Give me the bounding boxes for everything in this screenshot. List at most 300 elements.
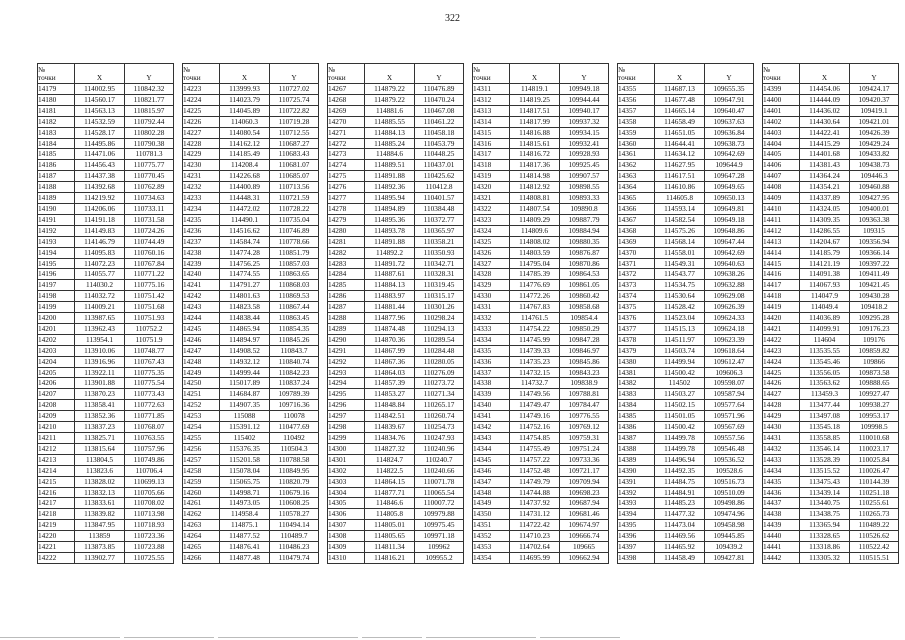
table-row [183, 433, 319, 444]
point-number-cell: 14257 [183, 454, 220, 465]
point-number-cell: 14247 [183, 345, 220, 356]
x-coordinate-cell: 113916.96 [75, 356, 125, 367]
table-row [183, 476, 319, 487]
point-number-cell: 14201 [38, 323, 75, 334]
x-coordinate-cell: 114684.87 [220, 389, 270, 400]
table-row [183, 443, 319, 454]
table-row [328, 291, 464, 302]
table-row [328, 149, 464, 160]
header-point-label: точки [183, 73, 201, 82]
point-number-cell: 14321 [473, 193, 510, 204]
x-coordinate-cell: 114791.27 [220, 280, 270, 291]
header-point-label: точки [618, 73, 636, 82]
y-coordinate-cell: 109687.94 [560, 498, 609, 509]
point-number-cell: 14370 [618, 247, 655, 258]
point-number-cell: 14366 [618, 203, 655, 214]
y-coordinate-cell: 110746.89 [270, 225, 319, 236]
y-coordinate-cell: 109640.63 [705, 258, 754, 269]
y-coordinate-cell: 109430.28 [850, 291, 899, 302]
point-number-cell: 14253 [183, 411, 220, 422]
header-x: X [510, 64, 560, 84]
point-number-cell: 14196 [38, 269, 75, 280]
header-number-sign: № [618, 65, 625, 74]
table-row [38, 389, 174, 400]
y-coordinate-cell: 109571.96 [705, 411, 754, 422]
y-coordinate-cell: 109557.56 [705, 433, 754, 444]
y-coordinate-cell: 110494.14 [270, 520, 319, 531]
y-coordinate-cell: 110358.21 [415, 236, 464, 247]
x-coordinate-cell: 114644.41 [655, 138, 705, 149]
table-row [763, 443, 899, 454]
point-number-cell: 14224 [183, 94, 220, 105]
point-number-cell: 14295 [328, 389, 365, 400]
point-number-cell: 14407 [763, 171, 800, 182]
x-coordinate-cell: 114499.78 [655, 443, 705, 454]
y-coordinate-cell: 110479.74 [270, 552, 319, 563]
table-row [38, 433, 174, 444]
x-coordinate-cell: 114549.31 [655, 258, 705, 269]
x-coordinate-cell: 114803.59 [510, 247, 560, 258]
x-coordinate-cell: 115201.58 [220, 454, 270, 465]
table-row [473, 94, 609, 105]
y-coordinate-cell: 110247.93 [415, 433, 464, 444]
table-row [618, 542, 754, 553]
x-coordinate-cell: 113556.05 [800, 367, 850, 378]
point-number-cell: 14239 [183, 258, 220, 269]
header-number-sign: № [763, 65, 770, 74]
point-number-cell: 14359 [618, 127, 655, 138]
x-coordinate-cell: 113535.55 [800, 345, 850, 356]
y-coordinate-cell: 110713.56 [270, 182, 319, 193]
table-row [328, 323, 464, 334]
table-row [618, 465, 754, 476]
table-row [763, 552, 899, 563]
table-row [473, 367, 609, 378]
x-coordinate-cell: 114848.84 [365, 400, 415, 411]
x-coordinate-cell: 114807.54 [510, 203, 560, 214]
point-number-cell: 14290 [328, 334, 365, 345]
y-coordinate-cell: 110706.4 [125, 465, 174, 476]
x-coordinate-cell: 115391.12 [220, 422, 270, 433]
table-row [38, 378, 174, 389]
x-coordinate-cell: 113954.1 [75, 334, 125, 345]
table-row [763, 465, 899, 476]
x-coordinate-cell: 114500.42 [655, 367, 705, 378]
point-number-cell: 14183 [38, 127, 75, 138]
table-row [473, 400, 609, 411]
table-row [328, 225, 464, 236]
point-number-cell: 14382 [618, 378, 655, 389]
point-number-cell: 14198 [38, 291, 75, 302]
y-coordinate-cell: 110792.44 [125, 116, 174, 127]
table-row [183, 520, 319, 531]
table-row [38, 84, 174, 95]
x-coordinate-cell: 114809.6 [510, 225, 560, 236]
point-number-cell: 14204 [38, 356, 75, 367]
point-number-cell: 14329 [473, 280, 510, 291]
y-coordinate-cell: 109528.6 [705, 465, 754, 476]
point-number-cell: 14314 [473, 116, 510, 127]
table-row [328, 487, 464, 498]
table-row [183, 531, 319, 542]
table-row [38, 160, 174, 171]
table-row [763, 236, 899, 247]
y-coordinate-cell: 110705.66 [125, 487, 174, 498]
table-row [183, 378, 319, 389]
table-row [618, 225, 754, 236]
point-number-cell: 14327 [473, 258, 510, 269]
table-row [473, 443, 609, 454]
point-number-cell: 14218 [38, 509, 75, 520]
table-row [618, 334, 754, 345]
x-coordinate-cell: 113438.75 [800, 509, 850, 520]
x-coordinate-cell: 114815.61 [510, 138, 560, 149]
y-coordinate-cell: 109642.69 [705, 247, 754, 258]
x-coordinate-cell: 114002.95 [75, 84, 125, 95]
y-coordinate-cell: 109928.93 [560, 149, 609, 160]
y-coordinate-cell: 110708.02 [125, 498, 174, 509]
x-coordinate-cell: 114204.67 [800, 236, 850, 247]
x-coordinate-cell: 114515.13 [655, 323, 705, 334]
point-number-cell: 14402 [763, 116, 800, 127]
x-coordinate-cell: 113859 [75, 531, 125, 542]
x-coordinate-cell: 114744.88 [510, 487, 560, 498]
x-coordinate-cell: 114823.58 [220, 302, 270, 313]
point-number-cell: 14208 [38, 400, 75, 411]
table-row [618, 400, 754, 411]
header-point-number [183, 64, 220, 84]
x-coordinate-cell: 114805.8 [365, 509, 415, 520]
table-row [38, 476, 174, 487]
table-row [618, 356, 754, 367]
point-number-cell: 14186 [38, 160, 75, 171]
table-row [763, 531, 899, 542]
table-row [763, 400, 899, 411]
point-number-cell: 14252 [183, 400, 220, 411]
x-coordinate-cell: 114754.22 [510, 323, 560, 334]
table-row [328, 509, 464, 520]
table-row [618, 84, 754, 95]
y-coordinate-cell: 110788.58 [270, 454, 319, 465]
point-number-cell: 14358 [618, 116, 655, 127]
y-coordinate-cell: 109629.08 [705, 291, 754, 302]
point-number-cell: 14307 [328, 520, 365, 531]
header-x: X [75, 64, 125, 84]
point-number-cell: 14404 [763, 138, 800, 149]
point-number-cell: 14297 [328, 411, 365, 422]
y-coordinate-cell: 109979.88 [415, 509, 464, 520]
y-coordinate-cell: 110842.32 [125, 84, 174, 95]
table-row [38, 400, 174, 411]
table-row [183, 214, 319, 225]
point-number-cell: 14427 [763, 389, 800, 400]
table-row [183, 454, 319, 465]
point-number-cell: 14425 [763, 367, 800, 378]
table-row [473, 302, 609, 313]
y-coordinate-cell: 109598.07 [705, 378, 754, 389]
x-coordinate-cell: 114883.97 [365, 291, 415, 302]
x-coordinate-cell: 114502.15 [655, 400, 705, 411]
y-coordinate-cell: 110401.57 [415, 193, 464, 204]
coordinates-table [327, 63, 464, 564]
x-coordinate-cell: 114895.36 [365, 214, 415, 225]
y-coordinate-cell: 109516.73 [705, 476, 754, 487]
x-coordinate-cell: 114080.54 [220, 127, 270, 138]
x-coordinate-cell: 114867.99 [365, 345, 415, 356]
x-coordinate-cell: 113563.62 [800, 378, 850, 389]
x-coordinate-cell: 114485.23 [655, 498, 705, 509]
x-coordinate-cell: 114634.12 [655, 149, 705, 160]
point-number-cell: 14302 [328, 465, 365, 476]
y-coordinate-cell: 109411.49 [850, 269, 899, 280]
x-coordinate-cell: 113545.46 [800, 356, 850, 367]
table-row [38, 422, 174, 433]
point-number-cell: 14279 [328, 214, 365, 225]
x-coordinate-cell: 114816.21 [365, 552, 415, 563]
y-coordinate-cell: 110273.72 [415, 378, 464, 389]
table-row [618, 214, 754, 225]
table-row [38, 203, 174, 214]
table-row [328, 443, 464, 454]
point-number-cell: 14334 [473, 334, 510, 345]
table-row [38, 487, 174, 498]
x-coordinate-cell: 114575.26 [655, 225, 705, 236]
x-coordinate-cell: 114072.23 [75, 258, 125, 269]
x-coordinate-cell: 114502 [655, 378, 705, 389]
x-coordinate-cell: 114864.03 [365, 367, 415, 378]
y-coordinate-cell: 109546.48 [705, 443, 754, 454]
point-number-cell: 14375 [618, 302, 655, 313]
table-row [763, 203, 899, 214]
x-coordinate-cell: 114030.2 [75, 280, 125, 291]
table-row [38, 356, 174, 367]
point-number-cell: 14349 [473, 498, 510, 509]
table-row [473, 182, 609, 193]
y-coordinate-cell: 109662.94 [560, 552, 609, 563]
table-row [618, 498, 754, 509]
point-number-cell: 14429 [763, 411, 800, 422]
point-number-cell: 14264 [183, 531, 220, 542]
point-number-cell: 14437 [763, 498, 800, 509]
y-coordinate-cell: 109934.15 [560, 127, 609, 138]
point-number-cell: 14288 [328, 313, 365, 324]
x-coordinate-cell: 114060.3 [220, 116, 270, 127]
y-coordinate-cell: 109784.47 [560, 400, 609, 411]
x-coordinate-cell: 114809.29 [510, 214, 560, 225]
y-coordinate-cell: 109949.18 [560, 84, 609, 95]
x-coordinate-cell: 113987.65 [75, 313, 125, 324]
point-number-cell: 14259 [183, 476, 220, 487]
point-number-cell: 14240 [183, 269, 220, 280]
point-number-cell: 14237 [183, 236, 220, 247]
table-row [473, 247, 609, 258]
table-row [763, 520, 899, 531]
table-row [763, 247, 899, 258]
table-row [618, 193, 754, 204]
point-number-cell: 14398 [618, 552, 655, 563]
point-number-cell: 14256 [183, 443, 220, 454]
point-number-cell: 14410 [763, 203, 800, 214]
point-number-cell: 14317 [473, 149, 510, 160]
x-coordinate-cell: 115065.75 [220, 476, 270, 487]
point-number-cell: 14388 [618, 443, 655, 454]
table-row [38, 171, 174, 182]
table-row [763, 94, 899, 105]
y-coordinate-cell: 109838.9 [560, 378, 609, 389]
point-number-cell: 14428 [763, 400, 800, 411]
y-coordinate-cell: 109418.2 [850, 302, 899, 313]
point-number-cell: 14289 [328, 323, 365, 334]
table-row [328, 433, 464, 444]
y-coordinate-cell: 109567.69 [705, 422, 754, 433]
point-number-cell: 14250 [183, 378, 220, 389]
table-row [618, 487, 754, 498]
y-coordinate-cell: 110448.25 [415, 149, 464, 160]
x-coordinate-cell: 114501.05 [655, 411, 705, 422]
table-row [328, 367, 464, 378]
table-row [183, 116, 319, 127]
x-coordinate-cell: 114560.17 [75, 94, 125, 105]
table-row [38, 313, 174, 324]
point-number-cell: 14214 [38, 465, 75, 476]
table-row [473, 422, 609, 433]
table-row [328, 127, 464, 138]
point-number-cell: 14217 [38, 498, 75, 509]
y-coordinate-cell: 110775.77 [125, 160, 174, 171]
x-coordinate-cell: 114812.92 [510, 182, 560, 193]
point-number-cell: 14381 [618, 367, 655, 378]
x-coordinate-cell: 114499.78 [655, 433, 705, 444]
y-coordinate-cell: 109890.8 [560, 203, 609, 214]
y-coordinate-cell: 109962 [415, 542, 464, 553]
table-row [38, 443, 174, 454]
point-number-cell: 14210 [38, 422, 75, 433]
y-coordinate-cell: 109419.1 [850, 105, 899, 116]
y-coordinate-cell: 110713.98 [125, 509, 174, 520]
y-coordinate-cell: 110863.45 [270, 313, 319, 324]
point-number-cell: 14330 [473, 291, 510, 302]
y-coordinate-cell: 110854.35 [270, 323, 319, 334]
y-coordinate-cell: 109681.46 [560, 509, 609, 520]
x-coordinate-cell: 114908.52 [220, 345, 270, 356]
point-number-cell: 14322 [473, 203, 510, 214]
point-number-cell: 14354 [473, 552, 510, 563]
x-coordinate-cell: 114381.43 [800, 160, 850, 171]
table-row [473, 127, 609, 138]
header-point-label: точки [38, 73, 56, 82]
point-number-cell: 14227 [183, 127, 220, 138]
x-coordinate-cell: 114819.25 [510, 94, 560, 105]
point-number-cell: 14267 [328, 84, 365, 95]
x-coordinate-cell: 114816.72 [510, 149, 560, 160]
x-coordinate-cell: 114877.48 [220, 552, 270, 563]
point-number-cell: 14212 [38, 443, 75, 454]
point-number-cell: 14241 [183, 280, 220, 291]
y-coordinate-cell: 109498.86 [705, 498, 754, 509]
point-number-cell: 14324 [473, 225, 510, 236]
y-coordinate-cell: 110857.03 [270, 258, 319, 269]
y-coordinate-cell: 110751.93 [125, 313, 174, 324]
table-row [38, 127, 174, 138]
x-coordinate-cell: 114492.35 [655, 465, 705, 476]
y-coordinate-cell: 110767.43 [125, 356, 174, 367]
y-coordinate-cell: 109998.5 [850, 422, 899, 433]
x-coordinate-cell: 114226.68 [220, 171, 270, 182]
x-coordinate-cell: 113825.71 [75, 433, 125, 444]
y-coordinate-cell: 110790.38 [125, 138, 174, 149]
table-row [38, 498, 174, 509]
y-coordinate-cell: 109176 [850, 334, 899, 345]
coordinates-table [472, 63, 609, 564]
point-number-cell: 14219 [38, 520, 75, 531]
x-coordinate-cell: 113318.86 [800, 542, 850, 553]
coordinate-tables [37, 63, 899, 564]
table-row [473, 323, 609, 334]
point-number-cell: 14286 [328, 291, 365, 302]
y-coordinate-cell: 109577.64 [705, 400, 754, 411]
table-row [183, 182, 319, 193]
y-coordinate-cell: 110733.11 [125, 203, 174, 214]
x-coordinate-cell: 114091.38 [800, 269, 850, 280]
table-row [763, 313, 899, 324]
point-number-cell: 14194 [38, 247, 75, 258]
table-row [763, 422, 899, 433]
y-coordinate-cell: 110144.39 [850, 476, 899, 487]
point-number-cell: 14433 [763, 454, 800, 465]
table-row [473, 236, 609, 247]
point-number-cell: 14291 [328, 345, 365, 356]
point-number-cell: 14315 [473, 127, 510, 138]
x-coordinate-cell: 114756.25 [220, 258, 270, 269]
x-coordinate-cell: 114846.6 [365, 498, 415, 509]
point-number-cell: 14418 [763, 291, 800, 302]
header-point-label: точки [763, 73, 781, 82]
x-coordinate-cell: 114049.4 [800, 302, 850, 313]
table-row [618, 105, 754, 116]
table-row [38, 182, 174, 193]
table-row [763, 225, 899, 236]
table-row [38, 149, 174, 160]
point-number-cell: 14371 [618, 258, 655, 269]
y-coordinate-cell: 110773.43 [125, 389, 174, 400]
x-coordinate-cell: 113497.08 [800, 411, 850, 422]
point-number-cell: 14209 [38, 411, 75, 422]
y-coordinate-cell: 110298.24 [415, 313, 464, 324]
y-coordinate-cell: 110869.53 [270, 291, 319, 302]
y-coordinate-cell: 109884.94 [560, 225, 609, 236]
y-coordinate-cell: 110280.05 [415, 356, 464, 367]
point-number-cell: 14367 [618, 214, 655, 225]
point-number-cell: 14390 [618, 465, 655, 476]
x-coordinate-cell: 114400.89 [220, 182, 270, 193]
x-coordinate-cell: 114532.59 [75, 116, 125, 127]
x-coordinate-cell: 114503.74 [655, 345, 705, 356]
point-number-cell: 14408 [763, 182, 800, 193]
x-coordinate-cell: 114881.44 [365, 302, 415, 313]
x-coordinate-cell: 114891.72 [365, 258, 415, 269]
header-y: Y [560, 64, 609, 84]
x-coordinate-cell: 114499.94 [655, 356, 705, 367]
y-coordinate-cell: 110328.31 [415, 269, 464, 280]
point-number-cell: 14400 [763, 94, 800, 105]
y-coordinate-cell: 110007.72 [415, 498, 464, 509]
x-coordinate-cell: 114436.02 [800, 105, 850, 116]
x-coordinate-cell: 114162.12 [220, 138, 270, 149]
x-coordinate-cell: 114870.36 [365, 334, 415, 345]
y-coordinate-cell: 109439.2 [705, 542, 754, 553]
y-coordinate-cell: 109426.39 [850, 127, 899, 138]
table-row [618, 127, 754, 138]
